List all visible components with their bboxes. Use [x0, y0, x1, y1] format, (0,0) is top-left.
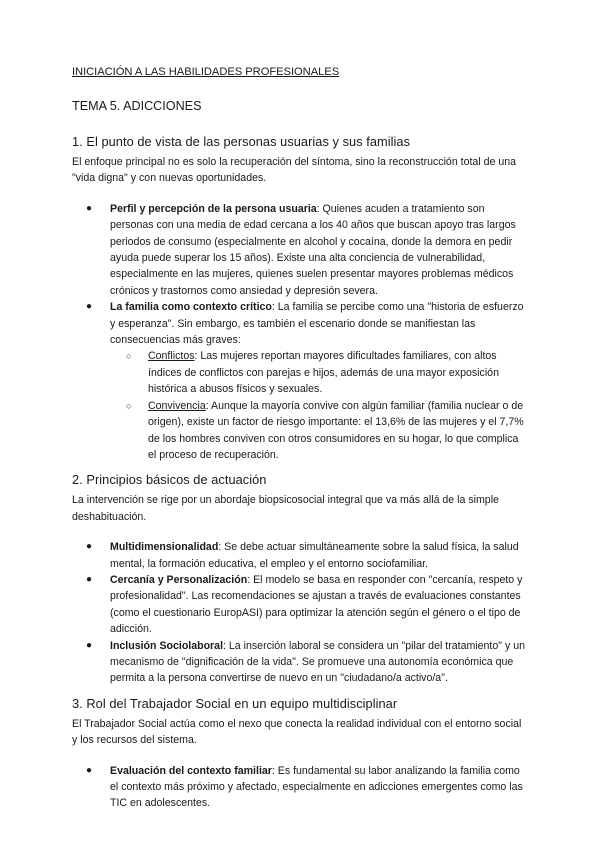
list-item — [72, 299, 528, 463]
list-item — [72, 572, 528, 638]
subitem-term: Conflictos — [148, 350, 195, 363]
bullet-icon: ● — [86, 764, 93, 776]
section-heading: 2. Principios básicos de actuación — [72, 472, 267, 488]
sub-list-item — [110, 348, 528, 397]
list-item — [72, 763, 528, 812]
list-item — [72, 201, 528, 299]
section-intro: La intervención se rige por un abordaje biopsicosocial integral que va más allá de la simple deshabituación. — [72, 494, 499, 523]
item-term: Evaluación del contexto familiar — [110, 764, 272, 777]
item-text: : El modelo se basa en responder con "cercanía, respeto y profesionalidad". Las recomendaciones se ajustan a través de evaluaciones constantes (como el cuestionario EuropASI) para optimizar la atención según el género o el tipo de adicción. — [110, 573, 523, 636]
bullet-icon: ● — [86, 202, 93, 214]
topic-title: TEMA 5. ADICCIONES — [72, 99, 202, 113]
section-heading: 3. Rol del Trabajador Social en un equipo multidisciplinar — [72, 695, 398, 711]
bullet-icon: ● — [86, 639, 93, 651]
list-item — [72, 539, 528, 572]
hollow-bullet-icon: ○ — [126, 351, 132, 362]
sections-container — [72, 134, 528, 812]
sub-list-item — [110, 398, 528, 464]
item-term: Multidimensionalidad — [110, 541, 219, 554]
sub-bullet-list — [110, 348, 528, 463]
bullet-list — [72, 201, 528, 464]
list-item — [72, 638, 528, 687]
item-text: : Se debe actuar simultáneamente sobre la salud física, la salud mental, la formación educativa, el empleo y el entorno sociofamiliar. — [110, 541, 519, 570]
section-intro: El Trabajador Social actúa como el nexo que conecta la realidad individual con el entorno social y los recursos del sistema. — [72, 717, 522, 747]
section-heading: 1. El punto de vista de las personas usuarias y sus familias — [72, 134, 411, 149]
bullet-list — [72, 539, 528, 687]
item-text: : Quienes acuden a tratamiento son personas con una media de edad cercana a los 40 años que buscan apoyo tras largos periodos de consumo (especialmente en alcohol y cocaína, donde la demora en pedir ayuda puede superar los 15 años). Existe una alta conciencia de vulnerabilidad, especialmente en las mujeres, quienes suelen presentar mayores problemas médicos crónicos y trastornos como ansiedad y depresión severa. — [110, 202, 516, 297]
section-intro: El enfoque principal no es solo la recuperación del síntoma, sino la reconstrucción total de una "vida digna" y con nuevas oportunidades. — [72, 156, 517, 185]
bullet-icon: ● — [86, 541, 93, 553]
item-term: Cercanía y Personalización — [110, 573, 248, 586]
subitem-text: : Aunque la mayoría convive con algún familiar (familia nuclear o de origen), existe un factor de riesgo importante: el 13,6% de las mujeres y el 7,7% de los hombres conviven con otros consumidores en su hogar, lo que complica el proceso de recuperación. — [148, 399, 524, 461]
item-text: : La inserción laboral se considera un "pilar del tratamiento" y un mecanismo de "dignificación de la vida". Se promueve una autonomía económica que permita a la persona convertirse de nuevo en un "ciudadano/a activo/a". — [110, 639, 525, 685]
course-title: INICIACIÓN A LAS HABILIDADES PROFESIONALES — [72, 66, 340, 78]
bullet-list — [72, 763, 528, 812]
bullet-icon: ● — [86, 573, 93, 585]
bullet-icon: ● — [86, 301, 93, 313]
item-term: La familia como contexto crítico — [110, 301, 272, 314]
item-term: Inclusión Sociolaboral — [110, 639, 224, 652]
subitem-text: : Las mujeres reportan mayores dificultades familiares, con altos índices de conflictos con parejas e hijos, además de una mayor exposición histórica a abusos físicos y sexuales. — [148, 350, 499, 396]
item-text: : La familia se percibe como una "historia de esfuerzo y esperanza". Sin embargo, es también el escenario donde se manifiestan las consecuencias más graves: — [110, 301, 524, 347]
item-term: Perfil y percepción de la persona usuaria — [110, 202, 317, 215]
item-text: : Es fundamental su labor analizando la familia como el contexto más próximo y afectado, especialmente en adicciones emergentes como las TIC en adolescentes. — [110, 764, 523, 810]
hollow-bullet-icon: ○ — [126, 400, 132, 411]
subitem-term: Convivencia — [148, 399, 206, 412]
